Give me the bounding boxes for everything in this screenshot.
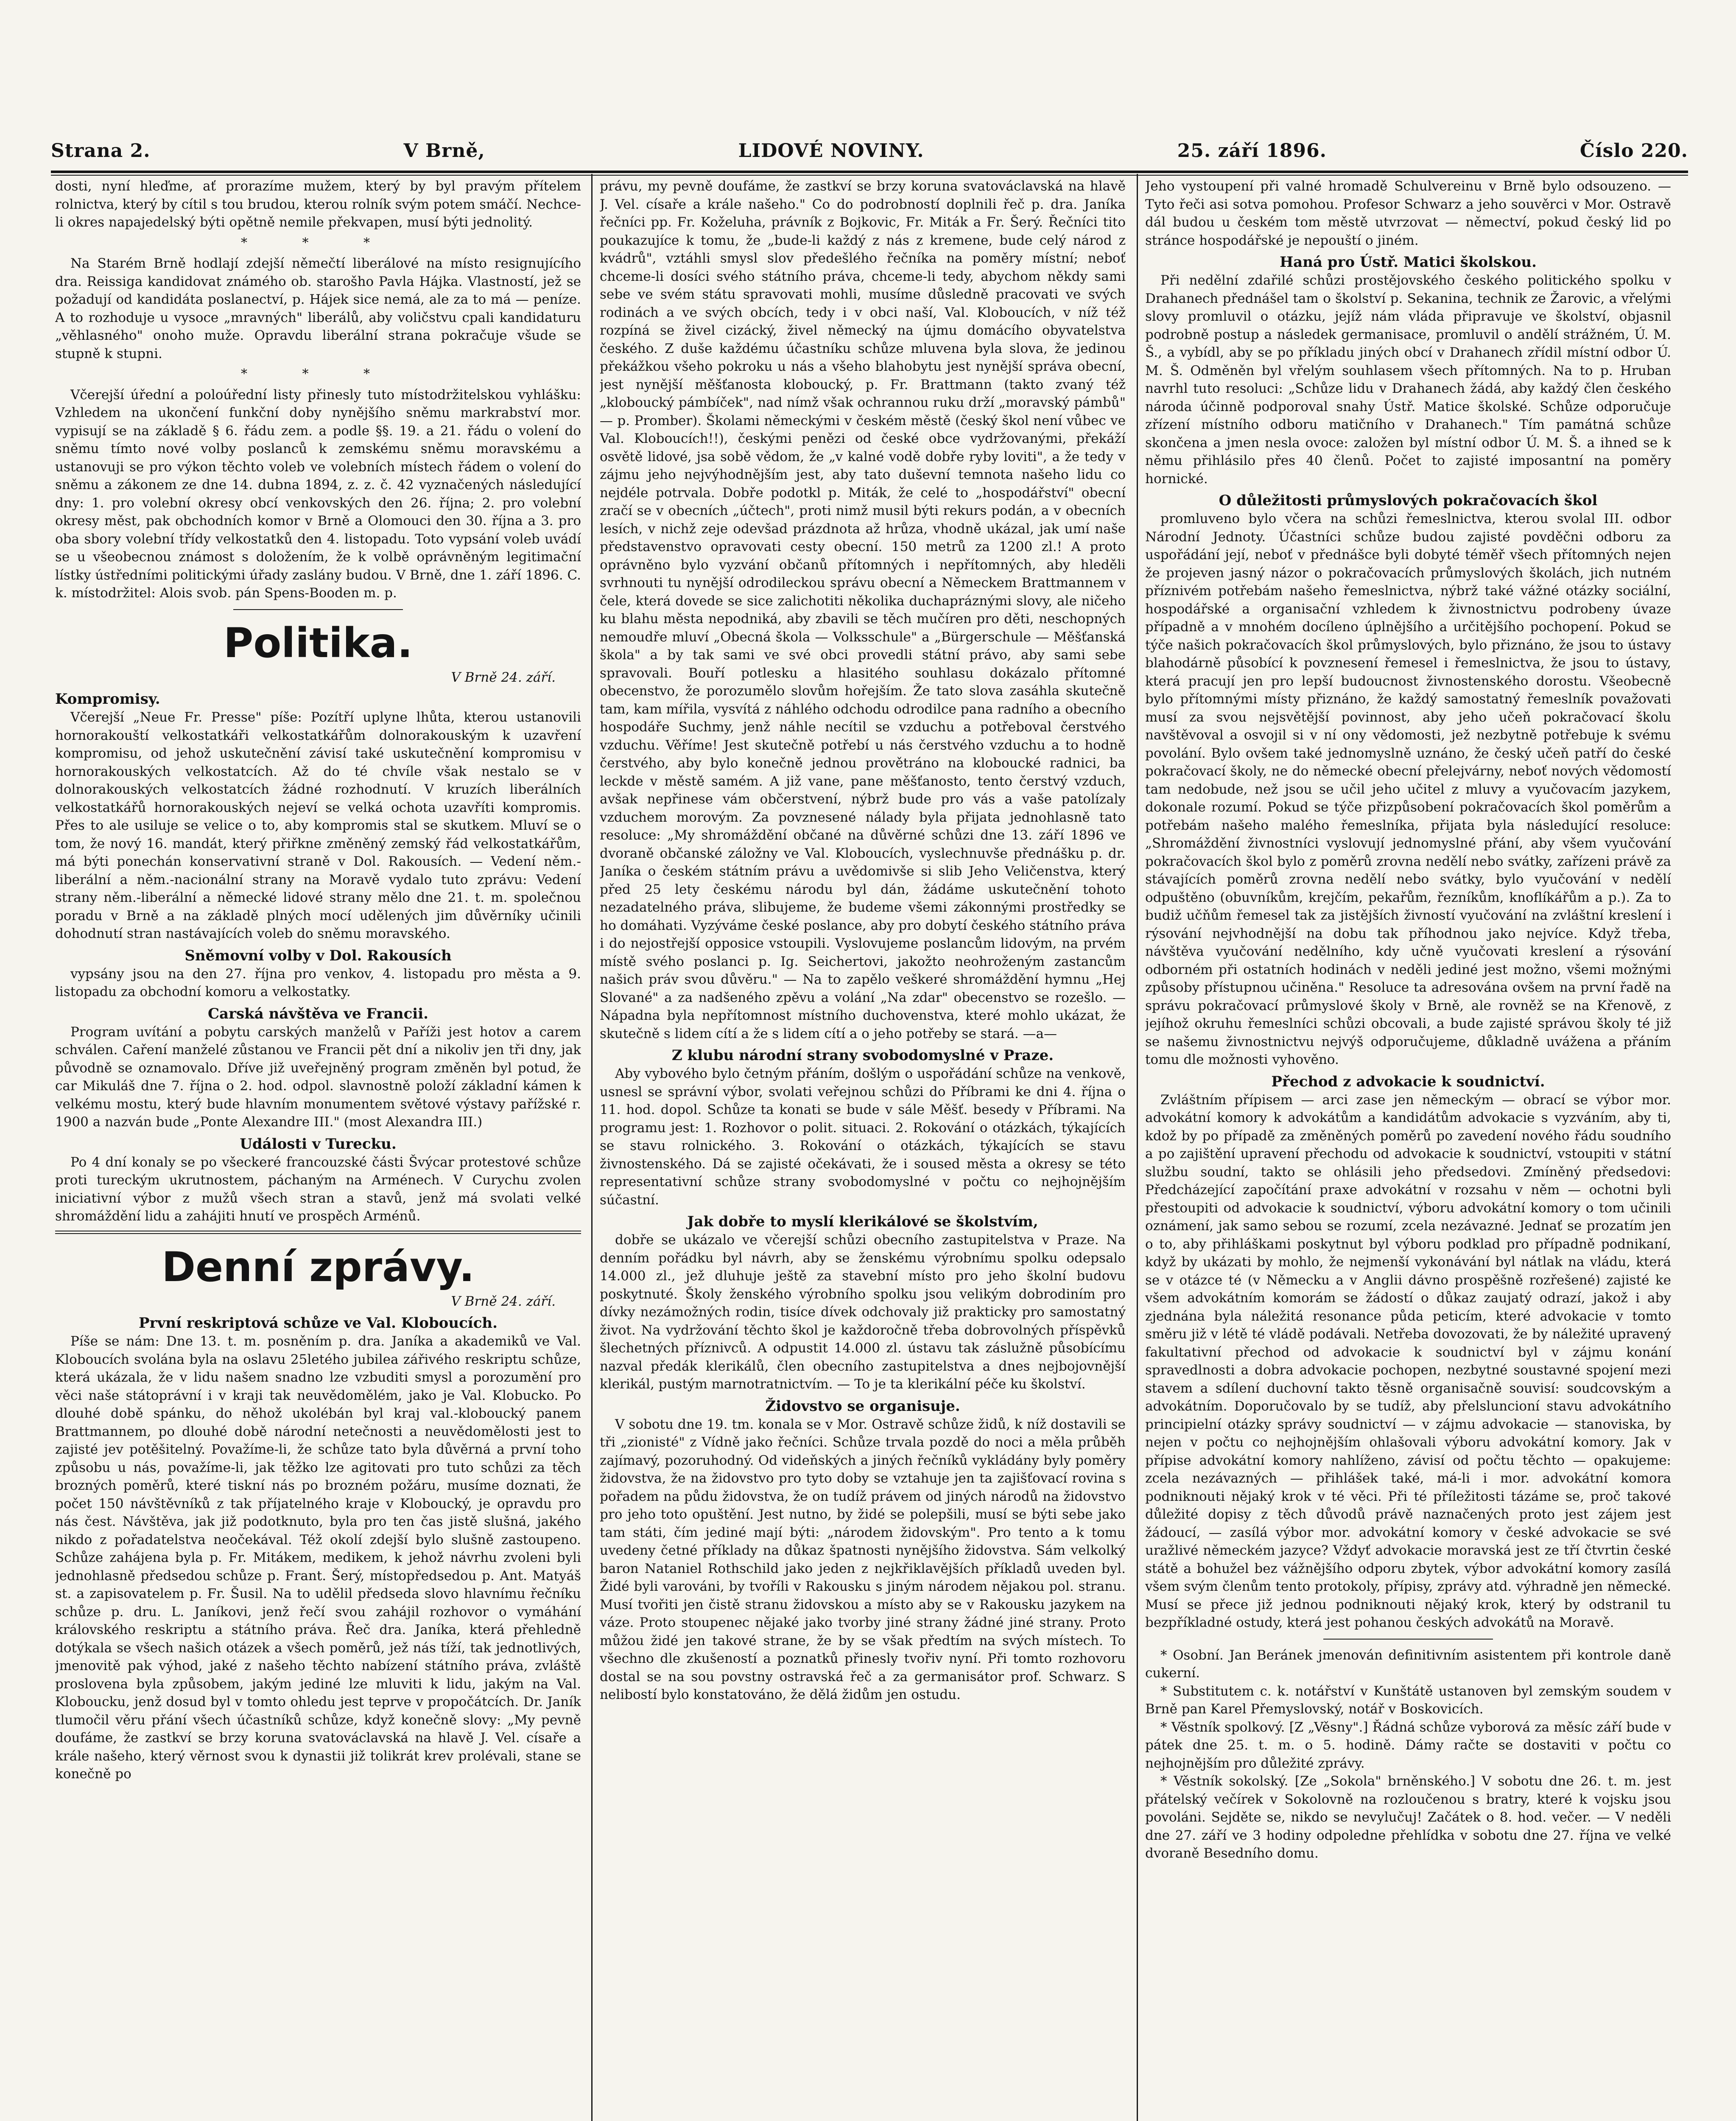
article-text: Jeho vystoupení při valné hromadě Schulvereinu v Brně bylo odsouzeno. — Tyto řeči asi sotva pomohou. Profesor Schwarz a jeho souvěrci v Mor. Ostravě dál budou u českém tom městě utvrzovat — němectví, pokud český lid po stránce hospodářské je nepouští o jiném.	[1145, 179, 1671, 248]
news-item: * Věstník sokolský. [Ze „Sokola" brněnského.] V sobotu dne 26. t. m. jest přátelský večírek v Sokolovně na rozloučenou s bratry, které k vojsku jsou povoláni. Sejděte se, nikdo se nevylučuj! Začátek o 8. hod. večer. — V neděli dne 27. září ve 3 hodiny odpoledne přehlídka v sobotu dne 27. října ve velké dvoraně Besedního domu.	[1145, 1774, 1671, 1861]
headline: Jak dobře to myslí klerikálové se školstvím,	[687, 1213, 1038, 1230]
headline: Z klubu národní strany svobodomyslné v Praze.	[671, 1047, 1054, 1064]
column-3	[1145, 177, 1671, 2121]
article-text: Aby vybového bylo četným přáním, došlým o uspořádání schůze na venkově, usnesl se správní výbor, svolati veřejnou schůzi do Příbrami ke dni 4. října o 11. hod. dopol. Schůze ta konati se bude v sále Měšť. besedy v Příbrami. Na programu jest: 1. Rozhovor o polit. situaci. 2. Rokování o otázkách, týkajících se stavu rolnického. 3. Rokování o otázkách, týkajících se stavu živnostenského. Dá se zajisté očekávati, že i soused města a okresy se této representativní schůze strany svobodomyslné v počtu co nejhojnějším súčastní.	[600, 1066, 1126, 1208]
column-1	[55, 177, 581, 2121]
column-divider	[1137, 174, 1138, 2121]
divider	[233, 609, 403, 610]
headline: Události v Turecku.	[240, 1135, 397, 1153]
divider	[1323, 1639, 1493, 1640]
headline: Sněmovní volby v Dol. Rakousích	[185, 947, 452, 964]
article-text: Píše se nám: Dne 13. t. m. posněním p. dra. Janíka a akademiků ve Val. Kloboucích svolána byla na oslavu 25letého jubilea zářivého reskriptu schůze, která ukázala, že v lidu našem snadno lze vzbuditi smysl a porozumění pro věci naše státoprávní i v kraji tak neuvědomělém, jako je Val. Klobucko. Po dlouhé době spánku, do něhož ukolébán byl kraj val.-kloboucký panem Brattmannem, po dlouhé době národní netečnosti a neuvědomělosti jest to zajisté jev potěšitelný. Považíme-li, že schůze tato byla důvěrná a první toho způsobu u nás, považíme-li, jak těžko lze agitovati pro tuto schůzi za těch brozných poměrů, které tiskní nás po brozném požáru, musíme doznati, že počet 150 návštěvníků z tak příjatelného kraje v Kloboucký, je opravdu pro nás čest. Návštěva, jak již podotknuto, byla pro ten čas jistě slušná, jakého nikdo z pořadatelstva neočekával. Též okolí zdejší bylo slušně zastoupeno. Schůze zahájena byla p. Fr. Mitákem, medikem, k jehož návrhu zvoleni byli jednohlasně předsedou schůze p. Frant. Šerý, místopředsedou p. Ant. Matyáš st. a zapisovatelem p. Fr. Šusil. Na to udělil předseda slovo hlavnímu řečníku schůze p. dru. L. Janíkovi, jenž řečí svou zahájil rozhovor o vymáhání královského reskriptu a státního práva. Řeč dra. Janíka, která přehledně dotýkala se všech našich otázek a všech poměrů, jež nás tíží, tak jednotlivých, jmenovitě pak výhod, jaké z našeho těchto nabízení státního práva, zvláště proslovena byla způsobem, jakým jediné lze mluviti k lidu, jakým na Val. Kloboucku, jenž dosud byl v tomto ohledu jest teprve v propočátcích. Dr. Janík tlumočil věru přání všech účastníků schůze, když konečně slovy: „My pevně doufáme, že zastkví se brzy koruna svatováclavská na hlavě J. Vel. císaře a krále našeho, který věrnost svou k dynastii již tolikrát krev prolévali, stane se konečně po	[55, 1334, 581, 1782]
article-text: Na Starém Brně hodlají zdejší němečtí liberálové na místo resignujícího dra. Reissiga kandidovat známého ob. starošho Pavla Hájka. Vlastností, jež se požadují od kandidáta poslanectví, p. Hájek sice nemá, ale za to má — peníze. A to rozhoduje u vysoce „mravných" liberálů, aby voličstvu cpali kandidaturu „věhlasného" onoho muže. Opravdu liberální strana pokračuje všude se stupně k stupni.	[55, 256, 581, 361]
article-text: V sobotu dne 19. tm. konala se v Mor. Ostravě schůze židů, k níž dostavili se tři „zionisté" z Vídně jako řečníci. Schůze trvala pozdě do noci a měla průběh zajímavý, pozoruhodný. Od videňských a jiných řečníků vykládány byly poměry židovstva, že na židovstvo pro tyto doby se vztahuje jen ta zajišťovací rovina s pořadem na půdu židovstva, že on tudíž právem od jiných národů na židovstvo pro jeho toto opuštění. Jest nutno, by židé se polepšili, musí se býti sebe jako tam státi, čím jediné mají býti: „národem židovským". Pro tento a k tomu uvedeny četné příklady na důkaz špatnosti nynějšího židovstva. Sám velkolký baron Nataniel Rothschild jako jeden z nejkřiklavějších příkladů uveden byl. Židé byli varováni, by tvoříli v Rakousku s jiným národem nějakou pol. stranu. Musí tvořiti jen čistě stranu židovskou a místo aby se v Rakousku jazykem na váze. Proto stoupenec nějaké jako tvorby jiné strany žádné jiné strany. Proto můžou židé jen takové strane, že by se však předtím na svých místech. To všechno dle zkušeností a poznatků přinesly tvořiv nyní. Při tomto rozhovoru dostal se na sou povstny ostravská řeč a za germanisátor prof. Schwarz. S nelibostí bylo konstatováno, že dělá židům jen ostudu.	[600, 1416, 1126, 1702]
issue-date: 25. září 1896.	[1177, 140, 1327, 162]
article-text: Zvláštním přípisem — arci zase jen německým — obrací se výbor mor. advokátní komory k advokátům a kandidátům advokacie s vyzváním, aby ti, kdož by po případě za změněných poměrů po zavedení nového řádu soudního a po zajištění upravení přechodu od advokacie k soudnictví, vstoupiti v státní službu soudní, takto se ohlásili jeho předsedovi. Zmíněný předsedovi: Předcházející započítání praxe advokátní v rozsahu v něm — ochotni byli přestoupiti od advokacie k soudnictví, výboru advokátní komory o tom učinili oznámení, jak samo sebou se rozumí, zcela nezávazné. Jednať se prozatím jen o to, aby přihláškami poskytnut byl výboru podklad pro případně podnikaní, když by ukázati by mohlo, že nejmenší vykonávání byl nátlak na vládu, která se v otázce té (v Německu a v Anglii dávno prospěšně rozřešené) zajisté ke všem advokátním komorám se žádostí o důkaz zaujatý odrazí, jakož i aby zjednána byla náležitá resonance půda peticím, které advokacie v tomto směru již v létě té vládě podávali. Netřeba dovozovati, že by náležité upravený fakultativní přechod od advokacie k soudnictví byl v zájmu konání spravedlnosti a dobra advokacie pochopen, nezbytné soustavné spojení mezi stavem a sdílení duchovní takto těsně organisačně souvisí: soudcovským a advokátním. Doporučovalo by se tudíž, aby přelsluncioní stavu advokátního principielní otázky správy soudnictví — v zájmu advokacie — stanoviska, by nejen v počtu co nejhojnějším ohlašovali výboru advokátní komory. Jak v přípise advokátní komory nahlíženo, závisí od počtu těchto — opakujeme: zcela nezávazných — přihlášek také, má-li i mor. advokátní komora podniknouti nějaký krok v té věci. Při té příležitosti tázáme se, proč takové důležité dopisy z těch důvodů právě naznačených proto jest zájem jest žádoucí, — zasílá výbor mor. advokátní komory v české advokacie se své uražlivé německém jazyce? Vždyť advokacie moravská jest ze tří čtvrtin české státě a bohužel bez vážnějšího odporu zbytek, výbor advokátní komory zasílá všem svým členům tento protokoly, přípisy, zprávy atd. výhradně jen německé. Musí se přece již jednou podniknouti nějaký krok, který by odstranil tu bezpříkladné ostudy, která jest pohanou českých advokátů na Moravě.	[1145, 1092, 1671, 1630]
headline: O důležitosti průmyslových pokračovacích škol	[1219, 492, 1598, 509]
headline: První reskriptová schůze ve Val. Kloboucích.	[139, 1315, 498, 1332]
article-text: Včerejší úřední a poloúřední listy přinesly tuto místodržitelskou vyhlášku: Vzhledem na ukončení funkční doby nynějšího sněmu markrabství mor. vypisují se na základě § 6. řádu zem. a podle §§. 19. a 21. řádu o volení do sněmu tímto nové volby poslanců k zemskému sněmu moravskému a ustanovuji se pro výkon těchto voleb ve volebních místech řádem o volení do sněmu a zákonem ze dne 14. dubna 1894, z. z. č. 42 vyznačených následující dny: 1. pro volební okresy obcí venkovských den 26. října; 2. pro volební okresy měst, pak obchodních komor v Brně a Olomouci den 30. října a 3. pro oba sbory volební třídy velkostatků den 4. listopadu. Toto vypsání voleb uvádí se u všeobecnou známost s doložením, že k volbě oprávněným legitimační lístky ústředními politickými úřady zaslány budou. V Brně, dne 1. září 1896. C. k. místodržitel: Alois svob. pán Spens-Booden m. p.	[55, 387, 581, 601]
newspaper-title: LIDOVÉ NOVINY.	[738, 140, 924, 162]
masthead-rule	[51, 171, 1688, 173]
page-number: Strana 2.	[51, 140, 151, 162]
article-text: Při nedělní zdařilé schůzi prostějovského českého politického spolku v Drahanech přednášel tam o školství p. Sekanina, technik ze Žarovic, a vřelými slovy promluvil o otázku, jejíž nám vláda připravuje ve školství, objasnil podrobně postup a následek germanisace, promluvil o andělí strážném, Ú. M. Š., a vybídl, aby se po příkladu jiných obcí v Drahanech zřídil místní odbor Ú. M. Š. Odměněn byl vřelým souhlasem všech přítomných. Na to p. Hruban navrhl tuto resoluci: „Schůze lidu v Drahanech žádá, aby každý člen českého národa účinně podporoval snahy Ústř. Matice školské. Schůze odporučuje zřízení místního odboru matičního v Drahanech." Tím památná schůze skončena a jmen nesla ovoce: založen byl místní odbor Ú. M. Š. a ihned se k němu přihlásilo přes 40 členů. Počet to zajisté imposantní na poměry hornické.	[1145, 273, 1671, 487]
column-2	[600, 177, 1126, 2121]
news-item: * Substitutem c. k. notářství v Kunštátě ustanoven byl zemským soudem v Brně pan Karel Přemyslovský, notář v Boskovicích.	[1145, 1683, 1671, 1717]
column-divider	[591, 174, 593, 2121]
masthead	[51, 140, 1688, 174]
headline: Židovstvo se organisuje.	[765, 1397, 960, 1415]
headline: Haná pro Ústř. Matici školskou.	[1280, 254, 1537, 271]
section-heading-denni-zpravy: Denní zprávy.	[162, 1243, 475, 1291]
article-text: Po 4 dní konaly se po všeckeré francouzské části Švýcar protestové schůze proti tureckým ukrutnostem, páchaným na Arménech. V Curychu zvolen iniciativní výbor z mužů všech stran a stavů, jenž má svolati velké shromáždění lidu a zahájiti hnutí ve prospěch Arménů.	[55, 1154, 581, 1224]
article-text: Program uvítání a pobytu carských manželů v Paříži jest hotov a carem schválen. Caření manželé zůstanou ve Francii pět dní a nikoliv jen tři dny, jak původně se oznamovalo. Dříve již uveřejněný program změněn byl potud, že car Mikuláš dne 7. října o 2. hod. odpol. slavnostně položí základní kámen k velkému mostu, který bude hlavním monumentem světové výstavy pařížské r. 1900 a nazván bude „Ponte Alexandre III." (most Alexandra III.)	[55, 1024, 581, 1130]
news-item: * Věstník spolkový. [Z „Věsny".] Řádná schůze vyborová za měsíc září bude v pátek dne 25. t. m. o 5. hodině. Dámy račte se dostaviti v počtu co nejhojnějším pro důležité zprávy.	[1145, 1719, 1671, 1771]
dateline: V Brně 24. září.	[451, 1293, 556, 1309]
headline: Přechod z advokacie k soudnictví.	[1271, 1073, 1545, 1090]
headline: Carská návštěva ve Francii.	[208, 1005, 428, 1022]
article-text: Včerejší „Neue Fr. Presse" píše: Pozítří uplyne lhůta, kterou ustanovili hornorakouští velkostatkáři velkostatkářům dolnorakouským k uzavření kompromisu, od jehož uskutečnění závisí také uskutečnění kompromisu v hornorakouských velkostatcích. Až do té chvíle však nestalo se v dolnorakouských velkostatcích žádné rozhodnutí. V kruzích liberálních velkostatkářů hornorakouských nejeví se velká ochota uzavříti kompromis. Přes to ale usiluje se velice o to, aby kompromis stal se skutkem. Mluví se o tom, že nový 16. mandát, který přiřkne změněný zemský řád velkostatkářům, má býti ponechán konservativní straně v Dol. Rakousích. — Vedení něm.-liberální a něm.-nacionální strany na Moravě vydalo tuto zprávu: Vedení strany něm.-liberální a německé lidové strany mělo dne 21. t. m. společnou poradu v Brně a na základě plných mocí udělených jim důvěrníky učinili dohodnutí stran nastávajících voleb do sněmu moravského.	[55, 710, 581, 941]
issue-number: Číslo 220.	[1579, 140, 1688, 162]
dateline: V Brně 24. září.	[451, 669, 556, 685]
masthead-rule-thin	[51, 175, 1688, 176]
article-text: právu, my pevně doufáme, že zastkví se brzy koruna svatováclavská na hlavě J. Vel. císaře a krále našeho." Co do podrobností doplnili řeč p. dra. Janíka řečníci pp. Fr. Koželuha, právník z Bojkovic, Fr. Miták a Fr. Šerý. Řečníci tito poukazujíce k tomu, že „bude-li každý z nás z kremene, bude celý národ z kvádrů", vztáhli smysl slov předešlého řečníka na poměry místní; neboť chceme-li dosíci svého státního práva, chceme-li tedy, abychom někdy sami sebe ve svém státu spravovati mohli, musíme důsledně pracovati ve svých rodinách a ve svých obcích, tedy i v obci naší, Val. Kloboucích, v níž též rozpíná se živel cizácký, živel německý na újmu domácího obyvatelstva českého. Z duše každému účastníku schůze mluvena byla slova, že jedinou překážkou všeho pokroku u nás a všeho blahobytu jest nynější správa obecní, jest nynější měšťanosta kloboucký, p. Fr. Brattmann (takto zvaný též „kloboucký pámbíček", nad nímž však ochrannou ruku drží „moravský pámbů" — p. Promber). Školami německými v českém městě (český škol není vůbec ve Val. Kloboucích!!), českými penězi od české obce vydržovanými, překáží osvětě lidové, jsa sobě vědom, že „v kalné vodě dobře ryby loviti", a že tedy v zájmu jeho nejvýhodnějším jest, aby tato duševní temnota našeho lidu co nejdéle potrvala. Dobře podotkl p. Miták, že celé to „hospodářství" obecní zračí se v obecních „účtech", proti nimž musil býti rekurs podán, a v obecních lesích, v nichž zeje odevšad prázdnota až hrůza, vhodně ukázal, jak umí naše představenstvo opravovati cesty obecní. 150 metrů za 1200 zl.! A proto oprávněno bylo vyzvání občanů přítomných i nepřítomných, aby hleděli svrhnouti tu nynější odrodileckou správu obecní a Německem Brattmannem v čele, která dovede se sice zalichotiti několika duchapráznými slovy, ale ničeho ku blahu města nepodniká, aby zbavili se těch mučíren pro děti, neschopných nemoudře mluví „Obecná škola — Volksschule" a „Bürgerschule — Měšťanská škola" a by tak sami ve své obci provedli státní právo, aby sami sebe spravovali. Bouří potlesku a hlasitého souhlasu dokázalo přítomné obecenstvo, že porozumělo slovům hořejším. Že tato slova zasáhla skutečně tam, kam mířila, vysvítá z náhlého odchodu odrodilce pana radního a obecního hospodáře Suchmy, jenž náhle necítil se vzduchu a potřeboval čerstvého vzduchu. Věříme! Jest skutečně potřebí u nás čerstvého vzduchu a to hodně čerstvého, aby bylo konečně jednou provětráno na kloboucké radnici, ba leckde v městě samém. A již vane, pane měšťanosto, tento čerstvý vzduch, avšak nepřinese vám občerstvení, nýbrž bude pro vás a vaše patolízaly vzduchem morovým. Za povznesené nálady byla přijata jednohlasně tato resoluce: „My shromáždění občané na důvěrné schůzi dne 13. září 1896 ve dvoraně občanské záložny ve Val. Kloboucích, vyslechnuvše přednášku p. dr. Janíka o českém státním právu a uvědomivše si slib Jeho Veličenstva, který před 25 lety českému národu byl dán, žádáme uskutečnění tohoto nezadatelného práva, slibujeme, že budeme všemi zákonnými prostředky se ho domáhati. Vyzýváme české poslance, aby pro dobytí českého státního práva i do nejostřejší opposice vstoupili. Vyslovujeme poslancům lidovým, na prvém místě svého poslanci p. Ig. Seichertovi, jakožto neohroženým zastancům našich práv svou důvěru." — Na to zapělo veškeré shromáždění hymnu „Hej Slované" a za nadšeného zpěvu a volání „Na zdar" obecenstvo se rozešlo. — Nápadna byla nepřítomnost místního duchovenstva, které mohlo ukázat, že skutečně s lidem cítí a že s lidem cítí a o jeho potřeby se stará. —a—	[600, 179, 1126, 1041]
section-heading-politika: Politika.	[223, 619, 413, 667]
article-text: dobře se ukázalo ve včerejší schůzi obecního zastupitelstva v Praze. Na denním pořádku byl návrh, aby se ženskému výrobnímu spolku odepsalo 14.000 zl., jež dluhuje ještě za stavební místo pro jeho školní budovu poskytnuté. Školy ženského výrobního spolku jsou velikým dobrodiním pro dívky nezámožných rodin, tisíce dívek odchovaly již prakticky pro samostatný život. Na vydržování těchto škol je každoročně třeba dobrovolných příspěvků šlechetných příznivců. A odpustit 14.000 zl. ústavu tak záslužně působícímu nazval předák klerikálů, člen obecního zastupitelstva a dnes nejbojovnější klerikál, pustým marnotratnictvím. — To je ta klerikální péče ku školství.	[600, 1232, 1126, 1392]
headline: Kompromisy.	[55, 691, 160, 708]
separator-stars: * * *	[240, 235, 396, 250]
article-text: dosti, nyní hleďme, ať prorazíme mužem, který by byl pravým přítelem rolnictva, který by cítil s tou brudou, kterou rolník svým potem smáčí. Nechce-li okres napajedelský býti opětně nemile překvapen, musí býti jednolitý.	[55, 179, 581, 230]
city: V Brně,	[403, 140, 485, 162]
separator-stars: * * *	[240, 367, 396, 381]
article-text: promluveno bylo včera na schůzi řemeslnictva, kterou svolal III. odbor Národní Jednoty. Účastníci schůze budou zajisté povděčni odboru za uspořádání její, neboť v přednášce byli dobyté téměř všech přítomných nejen že projeven jasný názor o pokračovacích průmyslových školách, jich nutném příznivém potřebám našeho řemeslnictva, nýbrž také vážné otázky sociální, hospodářské a organisační vzhledem k živnostnictvu podrobeny úvaze případně a v mnohém docíleno úplnějšího a určitějšího pochopení. Pokud se týče našich pokračovacích škol průmyslových, bylo přiznáno, že jsou to ústavy blahodárně působící k povznesení řemesel i řemeslnictva, že jsou to ústavy, která pracují jen pro lepší budoucnost živnostenského dorostu. Všeobecně bylo přítomnými místy přiznáno, že každý samostatný řemeslník považovati musí za svou nejsvětější povinnost, aby jeho učeň pokračovací školu navštěvoval a osvojil si v ní ony vědomosti, jež nezbytně potřebuje k svému povolání. Bylo ovšem také jednomyslně uznáno, že český učeň patří do české pokračovací školy, ne do německé obecní přelejvárny, neboť nových vědomostí tam nedobude, než jsou se učil jeho učitel z mluvy a vyučovacím jazykem, dokonale rozumí. Pokud se týče přizpůsobení pokračovacích škol poměrům a potřebám našeho malého řemeslníka, přijata byla následující resoluce: „Shromáždění živnostníci vyslovují jednomyslné přání, aby všem vyučování pokračovacích škol bylo z poměrů zrovna nedělí nebo svátky, zařízeni právě za stávajících poměrů zrovna nedělí nebo svátky, bylo vyučování v nedělí odpuštěno (obuvníkům, krejčím, pekařům, řezníkům, knoflíkářům a p.). Za to budiž učňům řemesel tak za jistějších živností vyučování na zvláštní kreslení i rýsování nejvhodnější na dobu tak příhodnou jako nejvíce. Když třeba, návštěva vyučování nedělního, kdy učně vyučovati kreslení a rýsování odborném při ostatních hodinách v neděli jediné jest možno, všemi možnými způsoby přístupnou učiněna." Resoluce ta adresována ovšem na první řadě na správu pokračovací průmyslové školy v Brně, ale rovněž se na Křenově, z jejíhož okruhu řemeslníci schůzi obcovali, a bude zajisté správou školy té již se našemu živnostnictvu nejvýš odporučujeme, důkladně uvážena a přáním tomu dle možnosti vyhověno.	[1145, 511, 1671, 1067]
news-item: * Osobní. Jan Beránek jmenován definitivním asistentem při kontrole daně cukerní.	[1145, 1647, 1671, 1681]
divider	[55, 1231, 581, 1234]
article-text: vypsány jsou na den 27. října pro venkov, 4. listopadu pro města a 9. listopadu za obchodní komoru a velkostatky.	[55, 966, 581, 999]
